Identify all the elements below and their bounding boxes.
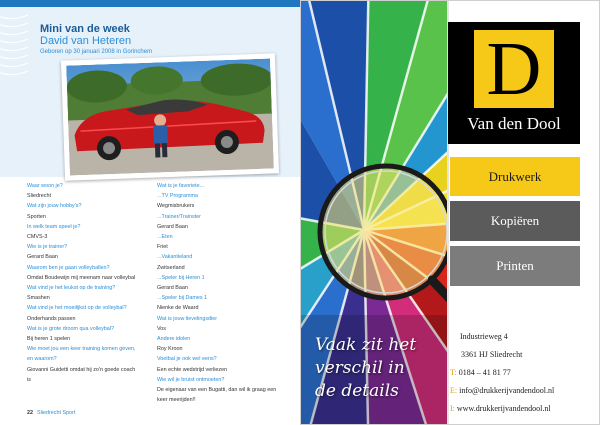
- page-title: Mini van de week: [40, 23, 130, 35]
- website-line: [450, 400, 590, 418]
- web-prefix: I:: [450, 404, 455, 413]
- question: ...Speler bij Dames 1: [157, 295, 208, 302]
- email-line: [450, 382, 590, 400]
- magazine-name: Sliedrecht Sport: [37, 410, 76, 416]
- website-url: www.drukkerijvandendool.nl: [456, 404, 551, 413]
- slogan-line: verschil in: [315, 358, 405, 378]
- answer: CMVS-3: [27, 234, 48, 241]
- email-address: info@drukkerijvandendool.nl: [459, 386, 555, 395]
- email-prefix: E:: [450, 386, 458, 395]
- question: Wat is je grote droom qua volleybal?: [27, 325, 114, 332]
- answer: Gerard Baan: [157, 223, 188, 230]
- contact-block: [450, 328, 590, 418]
- answer: Friet: [157, 244, 168, 251]
- title-block: [40, 23, 290, 56]
- player-photo: [66, 58, 274, 175]
- question: Wat is je favoriete...: [157, 183, 205, 189]
- qa-column-left: [27, 181, 153, 385]
- answer: Gerard Baan: [157, 285, 188, 292]
- logo-letter: D: [474, 30, 554, 108]
- question: ...Vakantieland: [157, 254, 193, 261]
- phone-number: 0184 – 41 81 77: [458, 368, 511, 377]
- question: In welk team speel je?: [27, 223, 81, 230]
- page-footer: [27, 410, 75, 416]
- answer: Nienke de Waard: [157, 305, 199, 312]
- question: Waar woon je?: [27, 183, 63, 189]
- question: Wie wil je bruist ontmoeten?: [157, 376, 225, 383]
- company-name: Van den Dool: [467, 114, 561, 133]
- slogan: [315, 334, 445, 403]
- question: Wat zijn jouw hobby's?: [27, 203, 82, 210]
- question: Wat is jouw lievelingsdier: [157, 315, 218, 322]
- question: Voetbal je ook wel eens?: [157, 356, 217, 363]
- page-number: 22: [27, 410, 33, 416]
- service-drukwerk: Drukwerk: [450, 157, 580, 196]
- answer: Sliedrecht: [27, 193, 51, 200]
- answer: Roy Kroon: [157, 346, 183, 353]
- service-printen: Printen: [450, 246, 580, 286]
- phone-prefix: T:: [450, 368, 457, 377]
- slogan-line: de details: [315, 381, 399, 401]
- answer: Vos: [157, 325, 166, 332]
- answer: Sporten: [27, 213, 46, 220]
- company-logo: [448, 22, 580, 144]
- question: Wat vind je het moeilijkst op de volleybal?: [27, 305, 127, 312]
- question: Andere idolen: [157, 336, 191, 343]
- question: ...Trainer/Trainster: [157, 213, 201, 220]
- answer: Omdat Boudewijn mij meenam naar volleybal: [27, 274, 136, 281]
- birth-info: Geboren op 30 januari 2008 in Gorinchem: [40, 49, 153, 55]
- service-kopieren: Kopiëren: [450, 201, 580, 241]
- question: Wie moet jou een keer training komen geven, en waarom?: [27, 346, 136, 363]
- question: ...Eten: [157, 234, 173, 241]
- answer: Giovanni Guidetti omdat hij zo'n goede coach is: [27, 366, 136, 383]
- top-color-bar: [0, 0, 300, 7]
- answer: Wegmisbrukers: [157, 203, 195, 210]
- photo-illustration: [66, 58, 274, 175]
- question: ...TV Programma: [157, 193, 199, 200]
- answer: Bij heren 1 spelen: [27, 336, 71, 343]
- answer: Zwitserland: [157, 264, 185, 271]
- answer: Een echte wedstrijd verliezen: [157, 366, 228, 373]
- postal-line: 3361 HJ Sliedrecht: [461, 350, 523, 359]
- slogan-line: Vaak zit het: [315, 335, 417, 355]
- phone-line: [450, 364, 590, 382]
- player-name: David van Heteren: [40, 35, 132, 47]
- qa-column-right: [157, 181, 283, 405]
- address-line: Industrieweg 4: [460, 332, 508, 341]
- question: Wie is je trainer?: [27, 244, 68, 251]
- answer: De eigenaar van een Bugatti, dan wil ik graag een keer meerijden!!: [157, 387, 277, 404]
- answer: Smashen: [27, 295, 50, 302]
- answer: Gerard Baan: [27, 254, 58, 261]
- answer: Onderhands passen: [27, 315, 76, 322]
- right-page-advertisement: [300, 0, 600, 425]
- question: Waarom ben je gaan volleyballen?: [27, 264, 110, 271]
- question: Wat vind je het leukst op de training?: [27, 285, 116, 292]
- photo-frame: [61, 53, 279, 180]
- question: ...Speler bij Heren 1: [157, 274, 205, 281]
